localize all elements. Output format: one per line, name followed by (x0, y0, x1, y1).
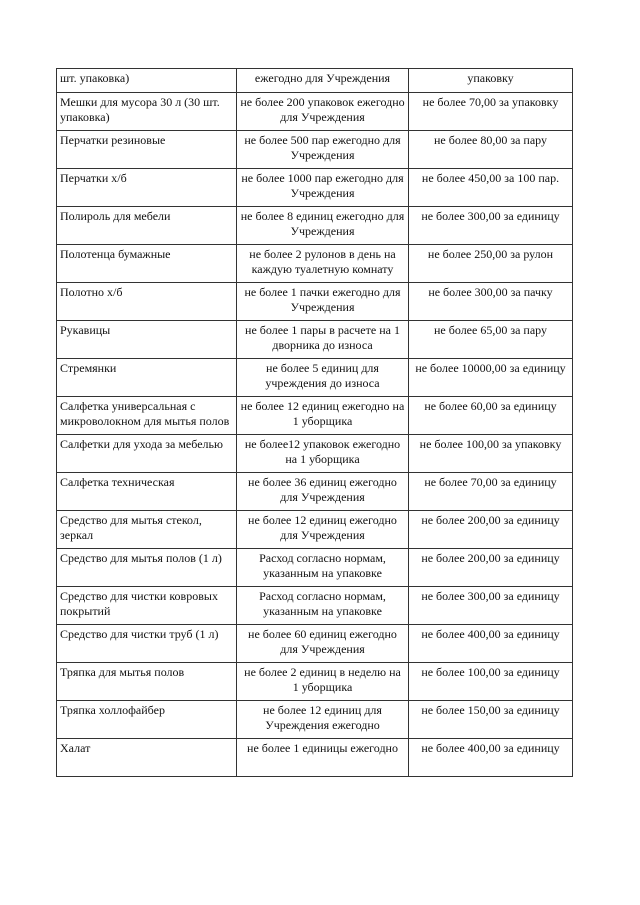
supplies-table (56, 68, 573, 777)
item-price-cell: не более 100,00 за упаковку (409, 435, 573, 473)
item-price-cell: не более 300,00 за пачку (409, 283, 573, 321)
item-name-cell: Полироль для мебели (57, 207, 237, 245)
table-row (57, 283, 573, 321)
item-norm-cell: не более12 упаковок ежегодно на 1 уборщика (237, 435, 409, 473)
item-price-cell: не более 200,00 за единицу (409, 511, 573, 549)
item-norm-cell: не более 1 единицы ежегодно (237, 739, 409, 777)
item-price-cell: не более 80,00 за пару (409, 131, 573, 169)
item-price-cell: не более 70,00 за единицу (409, 473, 573, 511)
item-norm-cell: не более 2 единиц в неделю на 1 уборщика (237, 663, 409, 701)
item-norm-cell: ежегодно для Учреждения (237, 69, 409, 93)
item-price-cell: не более 450,00 за 100 пар. (409, 169, 573, 207)
table-row (57, 739, 573, 777)
table-row (57, 511, 573, 549)
item-name-cell: Перчатки резиновые (57, 131, 237, 169)
table-row (57, 321, 573, 359)
table-row (57, 435, 573, 473)
item-norm-cell: не более 5 единиц для учреждения до износа (237, 359, 409, 397)
item-norm-cell: не более 200 упаковок ежегодно для Учреждения (237, 93, 409, 131)
item-name-cell: Тряпка холлофайбер (57, 701, 237, 739)
table-row (57, 397, 573, 435)
item-price-cell: не более 300,00 за единицу (409, 587, 573, 625)
table-row (57, 663, 573, 701)
item-price-cell: не более 300,00 за единицу (409, 207, 573, 245)
item-name-cell: Средство для мытья стекол, зеркал (57, 511, 237, 549)
item-price-cell: не более 150,00 за единицу (409, 701, 573, 739)
item-norm-cell: не более 2 рулонов в день на каждую туалетную комнату (237, 245, 409, 283)
item-name-cell: Тряпка для мытья полов (57, 663, 237, 701)
table-row (57, 93, 573, 131)
item-name-cell: Салфетка техническая (57, 473, 237, 511)
item-name-cell: Стремянки (57, 359, 237, 397)
item-norm-cell: не более 12 единиц ежегодно для Учреждения (237, 511, 409, 549)
table-row (57, 131, 573, 169)
table-row (57, 69, 573, 93)
item-name-cell: Рукавицы (57, 321, 237, 359)
item-norm-cell: не более 60 единиц ежегодно для Учреждения (237, 625, 409, 663)
item-name-cell: Мешки для мусора 30 л (30 шт. упаковка) (57, 93, 237, 131)
item-price-cell: не более 65,00 за пару (409, 321, 573, 359)
item-norm-cell: не более 500 пар ежегодно для Учреждения (237, 131, 409, 169)
item-price-cell: не более 250,00 за рулон (409, 245, 573, 283)
item-price-cell: не более 70,00 за упаковку (409, 93, 573, 131)
item-name-cell: Перчатки х/б (57, 169, 237, 207)
item-price-cell: упаковку (409, 69, 573, 93)
item-price-cell: не более 400,00 за единицу (409, 739, 573, 777)
table-row (57, 587, 573, 625)
item-price-cell: не более 400,00 за единицу (409, 625, 573, 663)
table-row (57, 245, 573, 283)
item-name-cell: Салфетки для ухода за мебелью (57, 435, 237, 473)
item-norm-cell: Расход согласно нормам, указанным на упаковке (237, 549, 409, 587)
item-name-cell: Средство для чистки труб (1 л) (57, 625, 237, 663)
item-norm-cell: не более 12 единиц ежегодно на 1 уборщика (237, 397, 409, 435)
table-row (57, 359, 573, 397)
item-norm-cell: Расход согласно нормам, указанным на упаковке (237, 587, 409, 625)
item-name-cell: шт. упаковка) (57, 69, 237, 93)
table-row (57, 625, 573, 663)
item-norm-cell: не более 8 единиц ежегодно для Учреждения (237, 207, 409, 245)
item-name-cell: Средство для мытья полов (1 л) (57, 549, 237, 587)
item-norm-cell: не более 12 единиц для Учреждения ежегодно (237, 701, 409, 739)
item-name-cell: Средство для чистки ковровых покрытий (57, 587, 237, 625)
table-row (57, 207, 573, 245)
item-norm-cell: не более 36 единиц ежегодно для Учреждения (237, 473, 409, 511)
table-row (57, 701, 573, 739)
item-norm-cell: не более 1 пачки ежегодно для Учреждения (237, 283, 409, 321)
item-norm-cell: не более 1000 пар ежегодно для Учреждения (237, 169, 409, 207)
item-price-cell: не более 200,00 за единицу (409, 549, 573, 587)
item-price-cell: не более 10000,00 за единицу (409, 359, 573, 397)
item-price-cell: не более 60,00 за единицу (409, 397, 573, 435)
item-price-cell: не более 100,00 за единицу (409, 663, 573, 701)
table-row (57, 169, 573, 207)
item-norm-cell: не более 1 пары в расчете на 1 дворника до износа (237, 321, 409, 359)
item-name-cell: Халат (57, 739, 237, 777)
table-row (57, 549, 573, 587)
item-name-cell: Салфетка универсальная с микроволокном для мытья полов (57, 397, 237, 435)
table-row (57, 473, 573, 511)
item-name-cell: Полотенца бумажные (57, 245, 237, 283)
item-name-cell: Полотно х/б (57, 283, 237, 321)
